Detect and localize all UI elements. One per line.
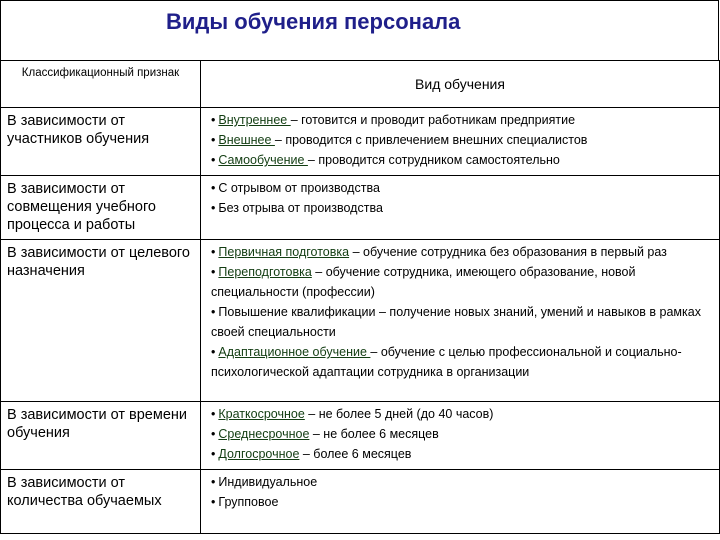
training-kind-item bbox=[211, 198, 713, 218]
kind-description: – обучение сотрудника без образования в первый раз bbox=[349, 245, 667, 259]
kind-description: Повышение квалификации – получение новых знаний, умений и навыков в рамках своей специальности bbox=[211, 305, 701, 339]
table-row bbox=[1, 108, 720, 176]
training-kind-item bbox=[211, 404, 713, 424]
training-kind-item bbox=[211, 424, 713, 444]
bullet-icon: • bbox=[211, 133, 216, 147]
kind-description: – обучение сотрудника, имеющего образование, новой специальности (профессии) bbox=[211, 265, 636, 299]
bullet-icon: • bbox=[211, 181, 216, 195]
kind-term: Первичная подготовка bbox=[218, 245, 350, 259]
kind-description: – готовится и проводит работникам предприятие bbox=[290, 113, 576, 127]
training-kind-item bbox=[211, 262, 713, 302]
bullet-icon: • bbox=[211, 245, 216, 259]
bullet-icon: • bbox=[211, 305, 216, 319]
bullet-icon: • bbox=[211, 265, 216, 279]
kind-description: – не более 5 дней (до 40 часов) bbox=[304, 407, 494, 421]
kind-description: – более 6 месяцев bbox=[299, 447, 412, 461]
criterion-cell: В зависимости от целевого назначения bbox=[1, 240, 201, 402]
criterion-cell: В зависимости от времени обучения bbox=[1, 402, 201, 470]
table-row bbox=[1, 402, 720, 470]
bullet-icon: • bbox=[211, 153, 216, 167]
kind-term: Краткосрочное bbox=[218, 407, 305, 421]
bullet-icon: • bbox=[211, 447, 216, 461]
training-kind-item bbox=[211, 302, 713, 342]
bullet-icon: • bbox=[211, 201, 216, 215]
criterion-cell: В зависимости от количества обучаемых bbox=[1, 470, 201, 534]
training-kind-item bbox=[211, 342, 713, 382]
criterion-cell: В зависимости от совмещения учебного процесса и работы bbox=[1, 176, 201, 240]
page-title: Виды обучения персонала bbox=[166, 9, 461, 34]
bullet-icon: • bbox=[211, 345, 216, 359]
kind-term: Внешнее bbox=[218, 133, 275, 147]
training-kind-item bbox=[211, 472, 713, 492]
kind-description: Групповое bbox=[218, 495, 279, 509]
kinds-cell bbox=[201, 470, 720, 534]
kind-term: Долгосрочное bbox=[218, 447, 300, 461]
title-bar bbox=[0, 0, 719, 60]
kind-description: Без отрыва от производства bbox=[218, 201, 383, 215]
kind-description: – обучение с целью профессиональной и социально-психологической адаптации сотрудника в организации bbox=[211, 345, 682, 379]
table-row bbox=[1, 176, 720, 240]
training-kind-item bbox=[211, 492, 713, 512]
kind-description: – не более 6 месяцев bbox=[309, 427, 439, 441]
bullet-icon: • bbox=[211, 475, 216, 489]
bullet-icon: • bbox=[211, 427, 216, 441]
training-kind-item bbox=[211, 110, 713, 130]
training-kind-item bbox=[211, 130, 713, 150]
kind-term: Адаптационное обучение bbox=[218, 345, 371, 359]
bullet-icon: • bbox=[211, 113, 216, 127]
kind-description: С отрывом от производства bbox=[218, 181, 380, 195]
training-types-table bbox=[0, 60, 720, 534]
kind-term: Самообучение bbox=[218, 153, 308, 167]
training-kind-item bbox=[211, 178, 713, 198]
kind-description: Индивидуальное bbox=[218, 475, 318, 489]
training-kind-item bbox=[211, 444, 713, 464]
bullet-icon: • bbox=[211, 495, 216, 509]
header-kind: Вид обучения bbox=[201, 61, 720, 108]
kinds-cell bbox=[201, 240, 720, 402]
training-kind-item bbox=[211, 150, 713, 170]
bullet-icon: • bbox=[211, 407, 216, 421]
kinds-cell bbox=[201, 108, 720, 176]
header-criterion: Классификационный признак bbox=[1, 61, 201, 108]
kinds-cell bbox=[201, 402, 720, 470]
table-row bbox=[1, 470, 720, 534]
kind-description: – проводится с привлечением внешних специалистов bbox=[274, 133, 588, 147]
kinds-cell bbox=[201, 176, 720, 240]
table-row bbox=[1, 240, 720, 402]
criterion-cell: В зависимости от участников обучения bbox=[1, 108, 201, 176]
table-header-row bbox=[1, 61, 720, 108]
kind-term: Внутреннее bbox=[218, 113, 291, 127]
kind-term: Среднесрочное bbox=[218, 427, 310, 441]
training-kind-item bbox=[211, 242, 713, 262]
kind-term: Переподготовка bbox=[218, 265, 312, 279]
kind-description: – проводится сотрудником самостоятельно bbox=[307, 153, 560, 167]
